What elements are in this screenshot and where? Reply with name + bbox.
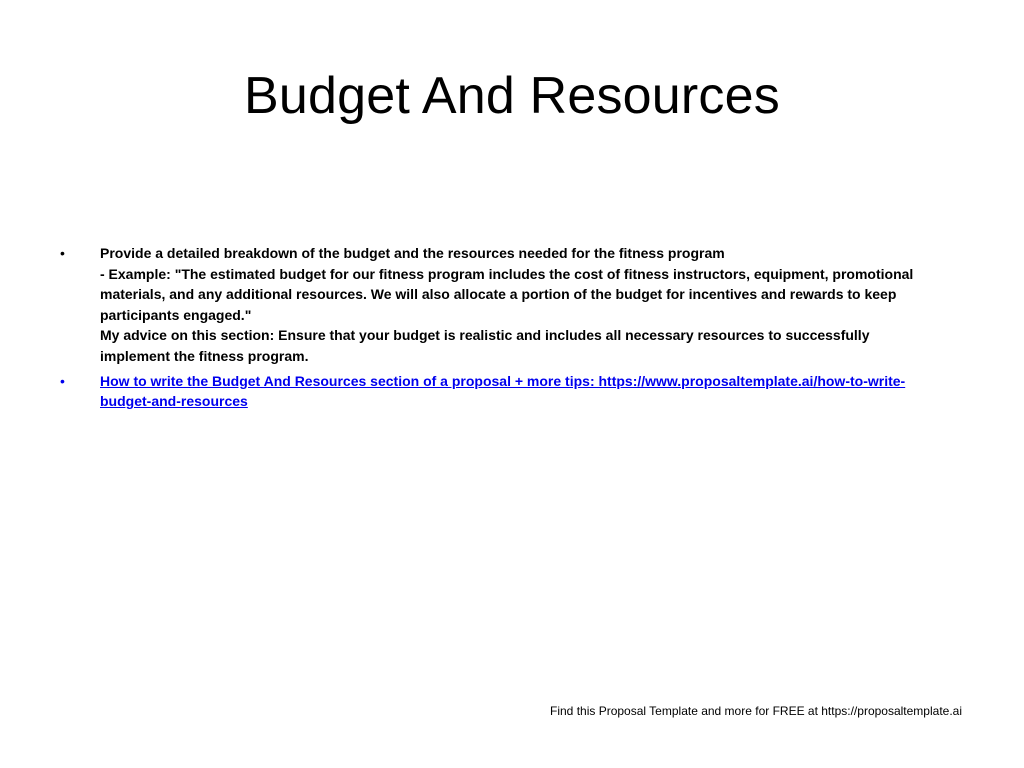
- bullet-example: - Example: "The estimated budget for our fitness program includes the cost of fitness instructors, equipment, promotional materials, and any additional resources. We will also allocate a portion of the budget for incentives and rewards to keep participants engaged.": [100, 265, 914, 323]
- bullet-marker: •: [60, 372, 65, 389]
- bullet-marker: •: [60, 245, 65, 261]
- slide-title: Budget And Resources: [244, 67, 780, 125]
- bullet-item-link: [60, 371, 940, 412]
- bullet-list: [60, 243, 940, 416]
- bullet-item-guidance: [60, 243, 940, 367]
- footer-note: Find this Proposal Template and more for FREE at https://proposaltemplate.ai: [550, 704, 962, 718]
- bullet-advice: My advice on this section: Ensure that your budget is realistic and includes all necessary resources to successfully implement the fitness program.: [100, 327, 870, 364]
- bullet-heading: Provide a detailed breakdown of the budget and the resources needed for the fitness program: [100, 245, 725, 261]
- tips-link[interactable]: How to write the Budget And Resources section of a proposal + more tips: https://www.proposaltemplate.ai/how-to-write-budget-and-resources: [100, 372, 906, 410]
